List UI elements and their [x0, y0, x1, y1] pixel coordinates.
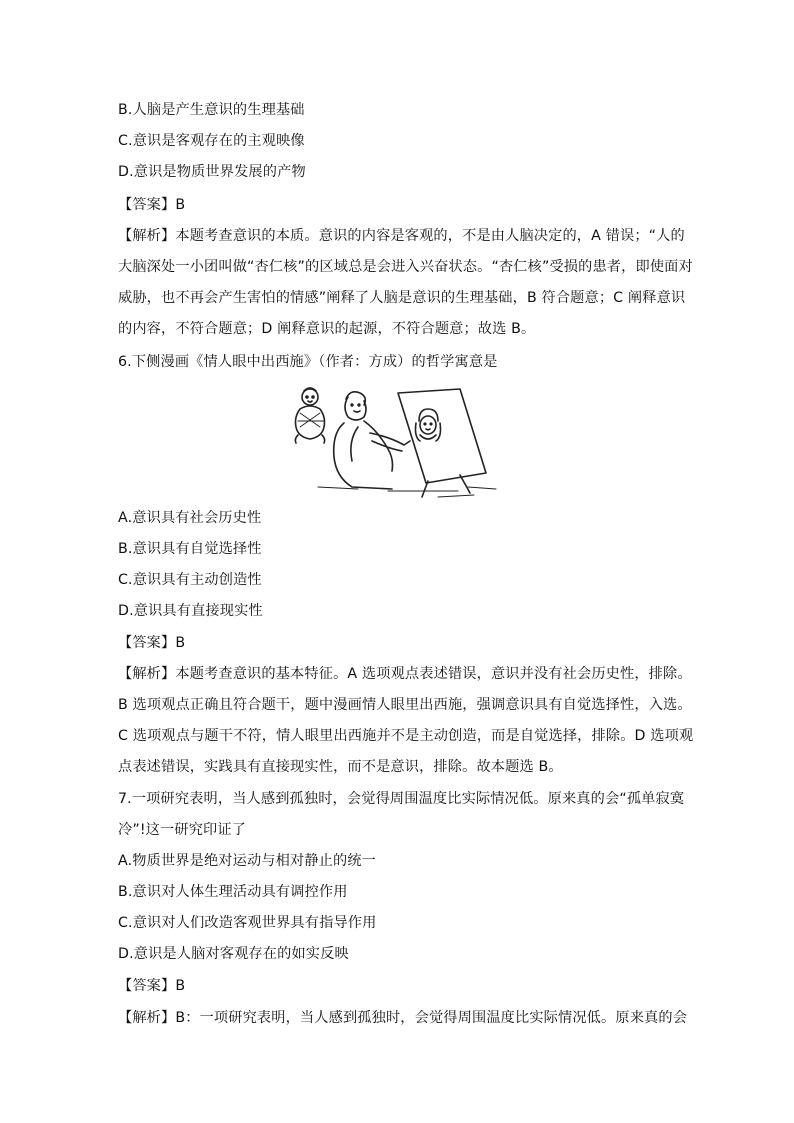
q7-stem-line-1: 7.一项研究表明，当人感到孤独时，会觉得周围温度比实际情况低。原来真的会“孤单寂寞	[118, 791, 685, 807]
q5-option-c: C.意识是客观存在的主观映像	[118, 133, 305, 149]
q7-option-a: A.物质世界是绝对运动与相对静止的统一	[118, 853, 377, 869]
q6-analysis-line-4: 点表述错误，实践具有直接现实性，而不是意识，排除。故本题选 B。	[118, 759, 563, 775]
q6-analysis-line-2: B 选项观点正确且符合题干，题中漫画情人眼里出西施，强调意识具有自觉选择性，入选。	[118, 697, 692, 713]
q6-option-c: C.意识具有主动创造性	[118, 572, 262, 588]
q6-analysis-line-1: 【解析】本题考查意识的基本特征。A 选项观点表述错误，意识并没有社会历史性，排除。	[118, 666, 692, 682]
q5-analysis-line-2: 大脑深处一小团叫做“杏仁核”的区域总是会进入兴奋状态。“杏仁核”受损的患者，即使面对	[118, 259, 693, 275]
q6-option-d: D.意识具有直接现实性	[118, 603, 263, 619]
q5-analysis-line-3: 威胁，也不再会产生害怕的情感”阐释了人脑是意识的生理基础，B 符合题意；C 阐释意识	[118, 290, 686, 306]
q7-option-d: D.意识是人脑对客观存在的如实反映	[118, 946, 349, 962]
q7-stem-line-2: 冷”!这一研究印证了	[118, 822, 247, 838]
q5-answer: 【答案】B	[118, 197, 186, 213]
q7-answer: 【答案】B	[118, 978, 186, 994]
q7-analysis-line-1: 【解析】B：一项研究表明，当人感到孤独时，会觉得周围温度比实际情况低。原来真的会	[118, 1010, 688, 1026]
q6-analysis-line-3: C 选项观点与题干不符，情人眼里出西施并不是主动创造，而是自觉选择，排除。D 选项观	[118, 728, 694, 744]
q6-answer: 【答案】B	[118, 635, 186, 651]
q5-analysis-line-4: 的内容，不符合题意；D 阐释意识的起源，不符合题意；故选 B。	[118, 321, 536, 337]
q5-option-d: D.意识是物质世界发展的产物	[118, 164, 306, 180]
q7-option-b: B.意识对人体生理活动具有调控作用	[118, 884, 348, 900]
q6-option-a: A.意识具有社会历史性	[118, 510, 262, 526]
q6-option-b: B.意识具有自觉选择性	[118, 541, 262, 557]
cartoon-illustration	[288, 383, 500, 503]
q5-analysis-line-1: 【解析】本题考查意识的本质。意识的内容是客观的，不是由人脑决定的，A 错误；“人的	[118, 228, 685, 244]
q5-option-b: B.人脑是产生意识的生理基础	[118, 102, 305, 118]
q7-option-c: C.意识对人们改造客观世界具有指导作用	[118, 915, 377, 931]
q6-stem: 6.下侧漫画《情人眼中出西施》（作者：方成）的哲学寓意是	[118, 354, 498, 370]
